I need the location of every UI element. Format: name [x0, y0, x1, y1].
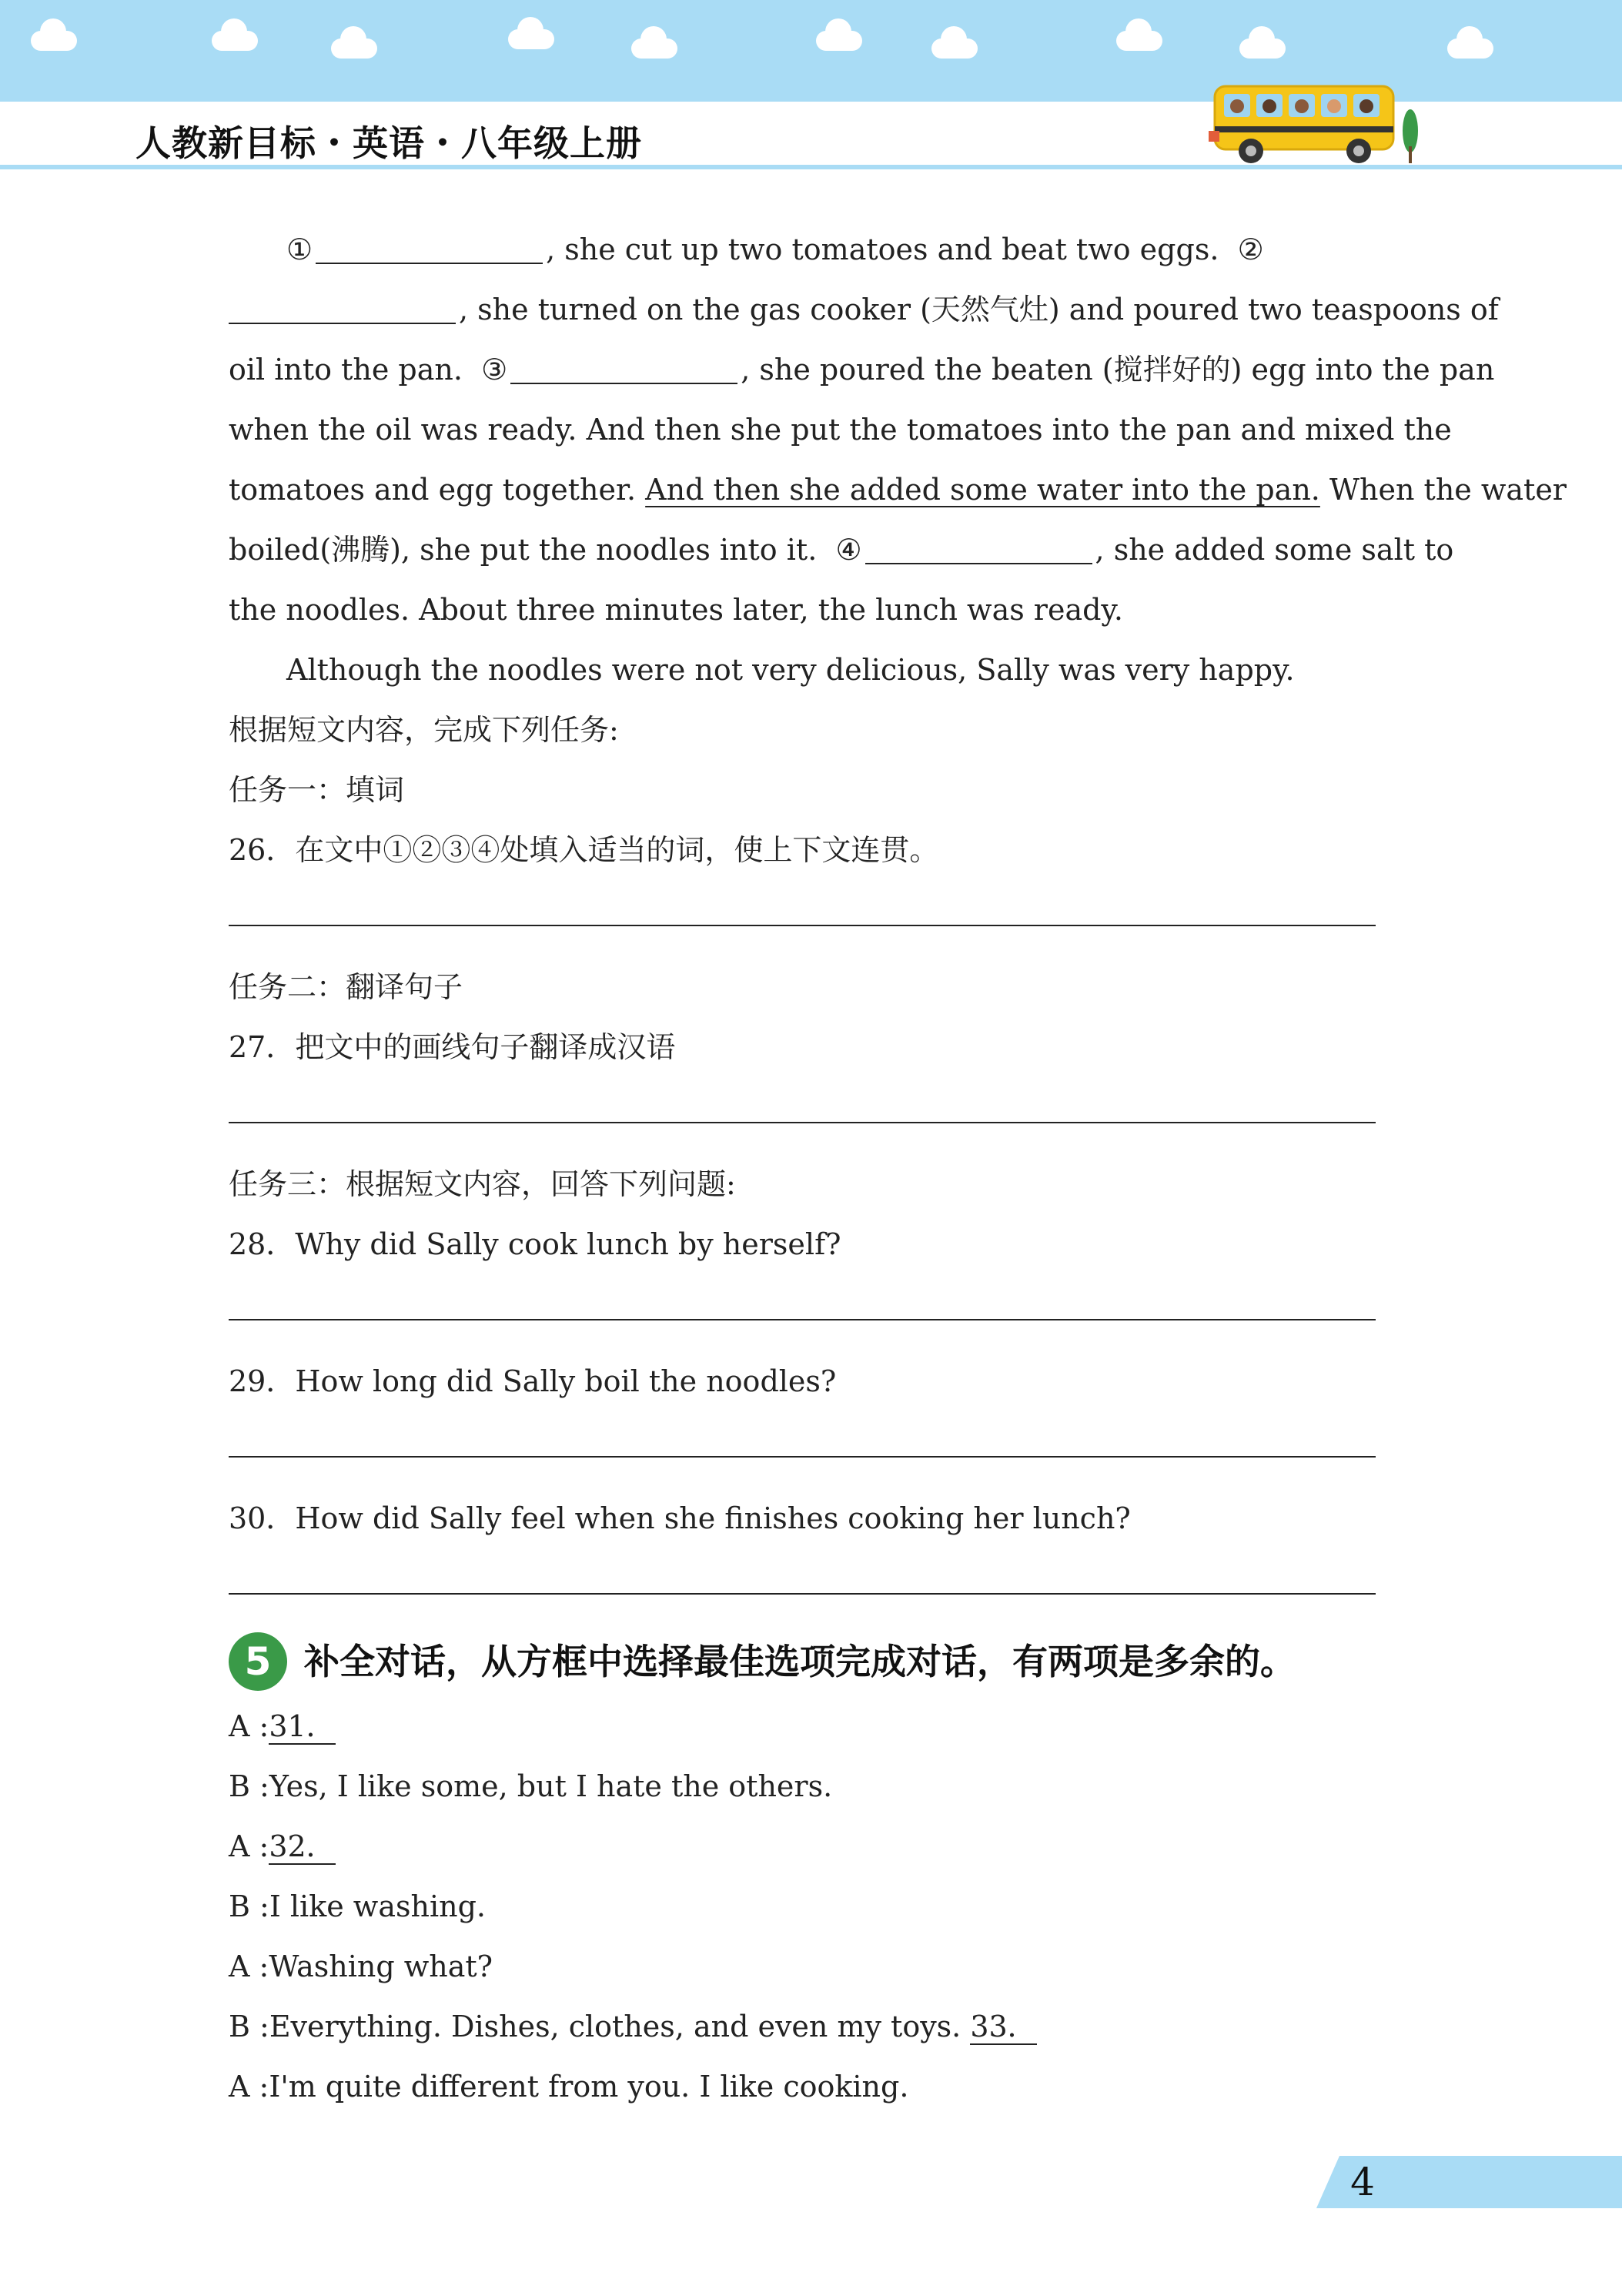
dialog [229, 1696, 1399, 2117]
dialog-text: Yes, I like some, but I hate the others. [269, 1769, 833, 1803]
dialog-speaker: B : [229, 2010, 269, 2043]
section-title: 补全对话，从方框中选择最佳选项完成对话，有两项是多余的。 [304, 1641, 1296, 1682]
task3-title: 任务三：根据短文内容，回答下列问题: [229, 1167, 736, 1201]
passage-text: , she added some salt to [1095, 533, 1454, 567]
dialog-line [229, 1696, 1399, 1756]
dialog-speaker: A : [229, 1829, 269, 1863]
dialog-line [229, 1936, 1399, 1996]
section-number-badge: 5 [229, 1632, 287, 1691]
passage-line [229, 520, 1454, 580]
blank-marker: ④ [835, 533, 862, 567]
book-title: 人教新目标・英语・八年级上册 [135, 122, 642, 164]
cloud-icon [1239, 38, 1286, 59]
dialog-blank[interactable]: 32． [269, 1829, 336, 1863]
section-5-header [229, 1632, 1399, 1692]
cloud-icon [31, 31, 77, 51]
cloud-icon [816, 31, 862, 51]
dialog-text: I'm quite different from you. I like cooking. [269, 2070, 909, 2104]
dialog-blank[interactable]: 31． [269, 1709, 336, 1743]
dialog-speaker: A : [229, 1950, 269, 1983]
passage-text: when the oil was ready. And then she put the tomatoes into the pan and mixed the [229, 413, 1452, 447]
cloud-icon [931, 38, 978, 59]
school-bus-icon [1209, 77, 1424, 168]
passage-line [229, 219, 1399, 279]
blank-marker: ① [286, 233, 313, 266]
answer-line-27[interactable] [229, 1120, 1376, 1123]
answer-line-30[interactable] [229, 1591, 1376, 1595]
cloud-icon [1116, 31, 1162, 51]
dialog-speaker: A : [229, 1709, 269, 1743]
task1-title: 任务一：填词 [229, 773, 405, 807]
page-content [229, 219, 1567, 2117]
fill-blank[interactable] [316, 229, 543, 264]
cloud-icon [508, 29, 554, 49]
blank-marker: ③ [481, 353, 508, 387]
question-28: 28．Why did Sally cook lunch by herself? [229, 1227, 841, 1261]
passage-line [229, 460, 1567, 520]
dialog-speaker: B : [229, 1889, 269, 1923]
dialog-text: Everything. Dishes, clothes, and even my toys. [269, 2010, 971, 2043]
dialog-line [229, 1756, 1399, 1816]
passage-text: , she poured the beaten (搅拌好的) egg into the pan [741, 353, 1495, 387]
blank-marker: ② [1237, 233, 1264, 266]
passage-text: the noodles. About three minutes later, the lunch was ready. [229, 593, 1123, 627]
passage-text: oil into the pan. [229, 353, 463, 387]
cloud-icon [331, 38, 377, 59]
passage-line [229, 580, 1399, 640]
dialog-line [229, 2057, 1399, 2117]
dialog-line [229, 1816, 1399, 1876]
fill-blank[interactable] [229, 289, 456, 324]
dialog-speaker: B : [229, 1769, 269, 1803]
question-27: 27．把文中的画线句子翻译成汉语 [229, 1030, 676, 1064]
dialog-text: I like washing. [269, 1889, 486, 1923]
cloud-icon [631, 38, 677, 59]
dialog-line [229, 1996, 1399, 2057]
passage-text: boiled(沸腾), she put the noodles into it. [229, 533, 818, 567]
dialog-text: Washing what? [269, 1950, 493, 1983]
answer-line-26[interactable] [229, 923, 1376, 926]
tasks-intro: 根据短文内容，完成下列任务: [229, 713, 619, 747]
underlined-sentence: And then she added some water into the pan. [645, 473, 1320, 507]
dialog-line [229, 1876, 1399, 1936]
passage-line [229, 640, 1399, 700]
question-26: 26．在文中①②③④处填入适当的词，使上下文连贯。 [229, 833, 939, 867]
passage-text: , she cut up two tomatoes and beat two eggs. [546, 233, 1219, 266]
question-30: 30．How did Sally feel when she finishes cooking her lunch? [229, 1501, 1131, 1535]
page-number: 4 [1350, 2160, 1375, 2204]
passage-line [229, 400, 1452, 460]
passage-line [229, 340, 1495, 400]
fill-blank[interactable] [510, 349, 737, 384]
passage-line [229, 279, 1499, 340]
cloud-icon [212, 31, 258, 51]
dialog-speaker: A : [229, 2070, 269, 2104]
passage-text: Although the noodles were not very delicious, Sally was very happy. [286, 653, 1295, 687]
task2-title: 任务二：翻译句子 [229, 970, 463, 1004]
passage-text: tomatoes and egg together. [229, 473, 637, 507]
fill-blank[interactable] [865, 529, 1092, 564]
answer-line-28[interactable] [229, 1317, 1376, 1320]
passage-text: , she turned on the gas cooker (天然气灶) and poured two teaspoons of [459, 293, 1499, 326]
answer-line-29[interactable] [229, 1454, 1376, 1458]
question-29: 29．How long did Sally boil the noodles? [229, 1364, 837, 1398]
dialog-blank[interactable]: 33． [970, 2010, 1037, 2043]
passage-text: When the water [1329, 473, 1567, 507]
cloud-icon [1447, 38, 1493, 59]
